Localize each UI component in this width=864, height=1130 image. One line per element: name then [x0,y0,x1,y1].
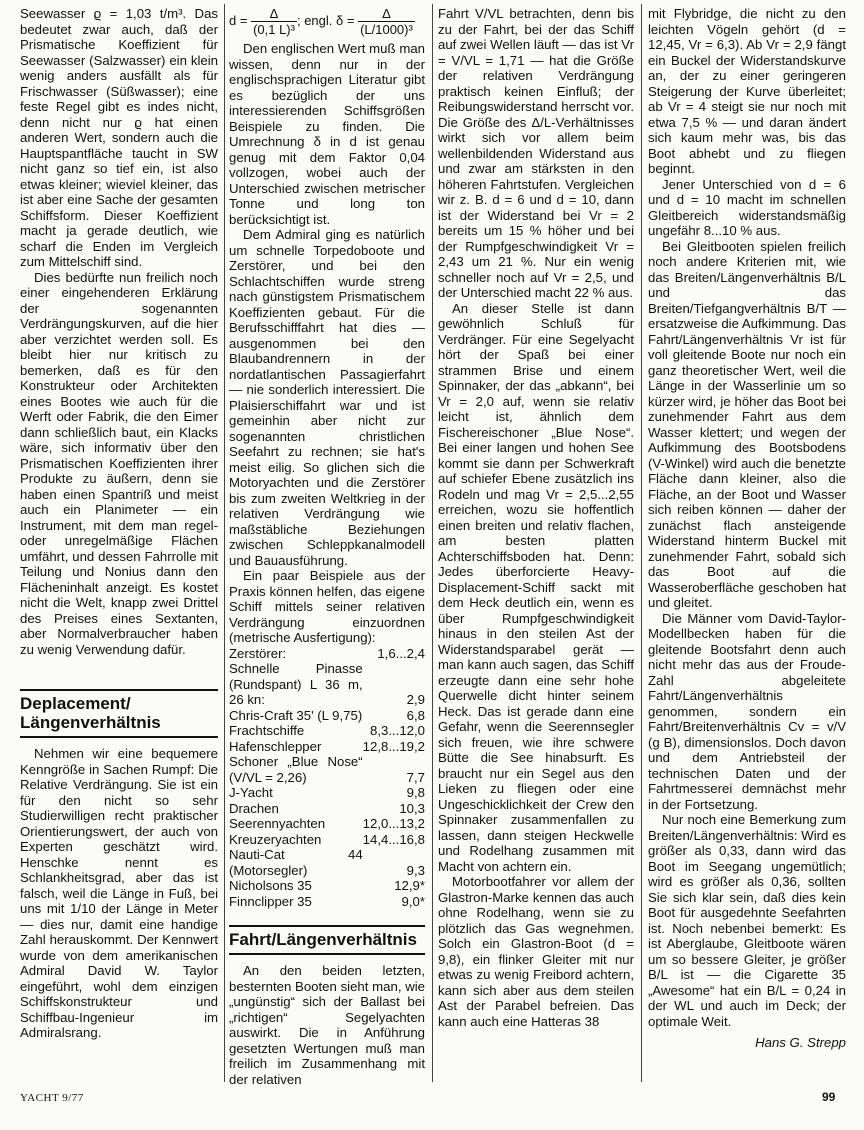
fraction-numerator: Δ [358,6,415,22]
example-value: 9,3 [406,862,425,878]
paragraph: Dem Admiral ging es natürlich um schnelle Torpedoboote und Zerstörer, und bei den Schlachtschiffen wurde streng nach günstigstem Prismatischem Koeffizienten gebaut. Für die Berufsschifffahrt hat dies — ausgenommen bei den Blaubandrennern in der nordatlantischen Passagierfahrt — nie sonderlich interessiert. Die Plaisierschiffahrt war und ist gemeinhin aber nicht zur sogenannten christlichen Seefahrt zu rechnen; sie hat's meist eilig. So glichen sich die Motoryachten und die Zerstörer bis zum zweiten Weltkrieg in der relativen Verdrängung wie maßstäbliche Beziehungen zwischen Schleppkanalmodell und Bauausführung. [229,227,425,568]
example-row [229,661,425,708]
example-row [229,739,425,755]
example-value: 12,9* [394,878,425,893]
column-rule-2 [432,4,433,1082]
displacement-formula [229,6,425,37]
example-value: 9,0* [401,893,425,909]
example-row [229,708,425,724]
example-name: Hafenschlepper [229,738,322,754]
fraction-metric [251,6,297,37]
example-row [229,785,425,801]
paragraph: Bei Gleitbooten spielen freilich noch andere Kriterien mit, wie das Breiten/Längenverhältnis B/L und das Breiten/Tiefgangverhältnis B/T — ersatzweise die Aufkimmung. Das Fahrt/Längenverhältnis Vr ist für voll gleitende Boote nur noch ein ganz theoretischer Wert, weil die Länge in der Wasserlinie um so kürzer wird, je höher das Boot bei zunehmender Fahrt aus dem Wasser klettert; und wegen der Aufkimmung des Bootsbodens (V-Winkel) wird auch die benetzte Fläche dann kleiner, also die Fläche, an der Boot und Wasser sich reiben können — daher der zunächst flach ansteigende Widerstand hinterm Buckel mit zunehmender Fahrt, sobald sich das Boot auf die Wasseroberfläche geschoben hat und gleitet. [648,238,846,610]
paragraph: Nur noch eine Bemerkung zum Breiten/Längenverhältnis: Wird es größer als 0,33, dann wird das Boot im Seegang ungemütlich; wird es größer als 0,36, sollten Sie sich klar sein, daß dies kein Boot für ausgedehnte Seefahrten ist. Noch nebenbei bemerkt: Es ist Aberglaube, Gleitboote wären um so bessere Gleiter, je größer B/L ist — die Cigarette 35 „Awesome“ hat ein B/L = 0,24 in der WL und auch im Deck; der optimale Weit. [648,812,846,1029]
paragraph: An dieser Stelle ist dann gewöhnlich Schluß für Verdränger. Für eine Segelyacht hört der Spaß bei einer strammen Brise und einem Spinnaker, der das „abkann“, bei Vr = 2,0 auf, wenn sie relativ leicht ist, ähnlich dem Fischereischoner „Blue Nose“. Bei einer langen und hohen See kommt sie dann per Schwerkraft auf schiefer Ebene zusätzlich ins Rodeln und mag Vr = 2,5...2,55 erreichen, wozu sie hoffentlich einen breiten und relativ flachen, am besten platten Achterschiffsboden hat. Denn: Jedes überforcierte Heavy-Displacement-Schiff sackt mit dem Heck deutlich ein, wenn es über Rumpfgeschwindigkeit hinaus in den steilen Ast der Widerstandsparabel gerät — man kann auch sagen, das Schiff erzeugte dann eine sehr hohe Querwelle dicht hinter seinem Heck. Das ist gerade dann eine Gefahr, wenn die Seerennsegler sich freuen, wie ihre schwere Bütte die See hinabsurft. Es braucht nur ein Segel aus den Lieken zu fliegen oder eine Ungeschicklichkeit der Crew den Spinnaker zusammenfallen zu lassen, dann steigen Heckwelle und Rodelhang zusammen mit Macht von achtern ein. [438,300,634,874]
example-row [229,832,425,848]
fraction-numerator: Δ [251,6,297,22]
example-name: Seerennyachten [229,816,326,831]
page-number: 99 [822,1090,836,1104]
example-name: Schnelle Pinasse (Rundspant) L 36 m, 26 kn: [229,661,363,707]
paragraph: Fahrt V/VL betrachten, denn bis zu der Fahrt, bei der das Schiff auf zwei Wellen läuft — das ist Vr = V/VL = 1,71 — hat die Größe der relativen Verdrängung praktisch keinen Einfluß; der Reibungswiderstand herrscht vor. Die Größe des Δ/L-Verhältnisses wirkt sich vor allem beim wellenbildenden Widerstand aus und zwar am stärksten in den höheren Fahrtstufen. Vergleichen wir z. B. d = 6 und d = 10, dann ist der Widerstand bei Vr = 2 bereits um 15 % höher und bei der Rumpfgeschwindigkeit Vr = 2,43 um 21 %. Nur ein wenig schneller noch auf Vr = 2,5, und der Unterschied macht 22 % aus. [438,6,634,300]
example-row [229,754,425,785]
magazine-issue: YACHT 9/77 [20,1092,84,1104]
column-1 [20,6,218,1041]
paragraph: Den englischen Wert muß man wissen, denn nur in der englischsprachigen Literatur gibt es bezüglich der uns interessierenden Schiffsgrößen Beispiele zu finden. Die Umrechnung δ in d ist genau genug mit dem Faktor 0,04 vollzogen, wobei auch der Unterschied zwischen metrischer Tonne und long ton berücksichtigt ist. [229,41,425,227]
example-name: Zerstörer: [229,645,287,661]
example-value: 7,7 [406,769,425,785]
paragraph: Die Männer vom David-Taylor-Modellbecken haben für die gleitende Bootsfahrt denn auch nicht mehr das aus der Froude-Zahl abgeleitete Fahrt/Längenverhältnis genommen, sondern ein Fahrt/Breitenverhältnis Cv = v/V (g B), dimensionslos. Doch davon und dem Antriebsteil der technischen Daten und der Fahrtmesserei demnächst mehr in der Fortsetzung. [648,610,846,812]
example-value: 12,0...13,2 [362,816,425,831]
column-3 [438,6,634,1029]
column-rule-3 [641,4,642,1082]
example-row [229,878,425,894]
example-name: Nauti-Cat 44 (Motorsegler) [229,847,363,878]
example-name: Schoner „Blue Nose“ (V/VL = 2,26) [229,754,363,785]
paragraph: Seewasser ϱ = 1,03 t/m³. Das bedeutet zwar auch, daß der Prismatische Koeffizient für Seewasser (Salzwasser) ein klein wenig anders ausfällt als für Frischwasser (Süßwasser); eine feste Regel gibt es indes nicht, denn nicht nur ϱ hat einen anderen Wert, sondern auch die Hauptspantfläche taucht in SW nicht ganz so tief ein, ist also etwas kleiner; wieviel kleiner, das ist aber eine Sache der gesamten Schiffsform. Dieser Koeffizient macht ja gerade deutlich, wie scharf die Enden im Vergleich zum Mittelschiff sind. [20,6,218,269]
formula-engl: ; engl. δ = [296,12,355,28]
fraction-denominator: (0,1 L)³ [253,22,295,37]
section-heading-deplacement: Deplacement/ Längenverhältnis [20,689,218,738]
example-name: Finnclipper 35 [229,893,312,909]
paragraph: Nehmen wir eine bequemere Kenngröße in Sachen Rumpf: Die Relative Verdrängung. Sie ist ein für den nicht so sehr Studierwilligen recht praktischer Orientierungswert, der auch von Experten geschätzt wird. Henschke nennt es Schlankheitsgrad, aber das ist falsch, weil die Länge in Fuß, bei uns mit 1/10 der Länge in Meter — dies nur, damit eine handige Zahl herauskommt. Der Kennwert wurde von dem amerikanischen Admiral David W. Taylor eingeführt, wohl dem einzigen Schiffskonstrukteur und Schiffbau-Ingenieur im Admiralsrang. [20,746,218,1040]
example-value: 14,4...16,8 [362,831,425,847]
example-value: 10,3 [399,800,425,816]
paragraph: Motorbootfahrer vor allem der Glastron-Marke kennen das auch ohne Rodelhang, wenn sie zu plötzlich das Gas wegnehmen. Solch ein Glastron-Boot (d = 9,8), ein flinker Gleiter mit nur etwas zu wenig Freibord achtern, kann sich aber aus dem steilen Ast der Parabel befreien. Das kann auch eine Hatteras 38 [438,874,634,1029]
examples-list [229,646,425,910]
example-row [229,894,425,910]
example-name: Frachtschiffe [229,723,305,738]
example-value: 1,6...2,4 [377,645,425,661]
example-name: Chris-Craft 35' (L 9,75) [229,707,363,723]
fraction-english [358,6,415,37]
example-value: 8,3...12,0 [370,723,425,738]
author-signature: Hans G. Strepp [755,1035,846,1050]
example-row [229,847,425,878]
example-name: J-Yacht [229,785,273,800]
example-row [229,816,425,832]
example-name: Drachen [229,800,279,816]
paragraph: Ein paar Beispiele aus der Praxis können helfen, das eigene Schiff mittels seiner relativen Verdrängung einzuordnen (metrische Ausfertigung): [229,568,425,645]
formula-d: d = [229,12,248,28]
paragraph: mit Flybridge, die nicht zu den leichten Vögeln gehört (d = 12,45, Vr = 6,3). Ab Vr = 2,9 fängt ein Buckel der Widerstandskurve an, der zu einer geringeren Steigerung der Kurve überleitet; ab Vr = 4 steigt sie nur noch mit etwa 7,5 % — und daran ändert sich kaum mehr was, bis das Boot abhebt und zu fliegen beginnt. [648,6,846,176]
column-rule-1 [224,4,225,1082]
section-heading-fahrt: Fahrt/Längenverhältnis [229,925,425,955]
example-value: 9,8 [406,785,425,800]
example-row [229,646,425,662]
example-value: 2,9 [406,692,425,707]
example-value: 12,8...19,2 [362,738,425,754]
example-row [229,801,425,817]
fraction-denominator: (L/1000)³ [360,22,413,37]
paragraph: Jener Unterschied von d = 6 und d = 10 macht im schnellen Gleitbereich widerstandsmäßig ungefähr 8...10 % aus. [648,176,846,238]
paragraph: Dies bedürfte nun freilich noch einer eingehenderen Erklärung der sogenannten Verdrängungskurven, auf die hier aber verzichtet werden soll. Es bleibt hier nur kritisch zu bemerken, daß es für den Konstrukteur oder Architekten eines Bootes wie auch für die Werft oder Fabrik, die den Eimer dann schließlich baut, ein Klacks wäre, sich informativ über den Prismatischen Koeffizienten ihrer Produkte zu äußern, denn sie haben einen Spantriß und meist auch ein Planimeter — ein Instrument, mit dem man regel- oder unregelmäßige Flächen umfährt, und dessen Fahrrolle mit Teilung und Nonius dann den Flächeninhalt anzeigt. Es kostet nicht die Welt, knapp zwei Drittel des Preises eines Sextanten, aber Normalverbraucher haben zu wenig Verwendung dafür. [20,269,218,657]
example-value: 6,8 [406,707,425,723]
paragraph: An den beiden letzten, besternten Booten sieht man, wie „ungünstig“ sich der Ballast bei „richtigen“ Segelyachten auswirkt. Die in Anführung gesetzten Wertungen muß man freilich im Zusammenhang mit der relativen [229,963,425,1087]
example-row [229,723,425,739]
example-name: Nicholsons 35 [229,878,312,893]
column-4 [648,6,846,1051]
example-name: Kreuzeryachten [229,831,322,847]
column-2 [229,6,425,1087]
